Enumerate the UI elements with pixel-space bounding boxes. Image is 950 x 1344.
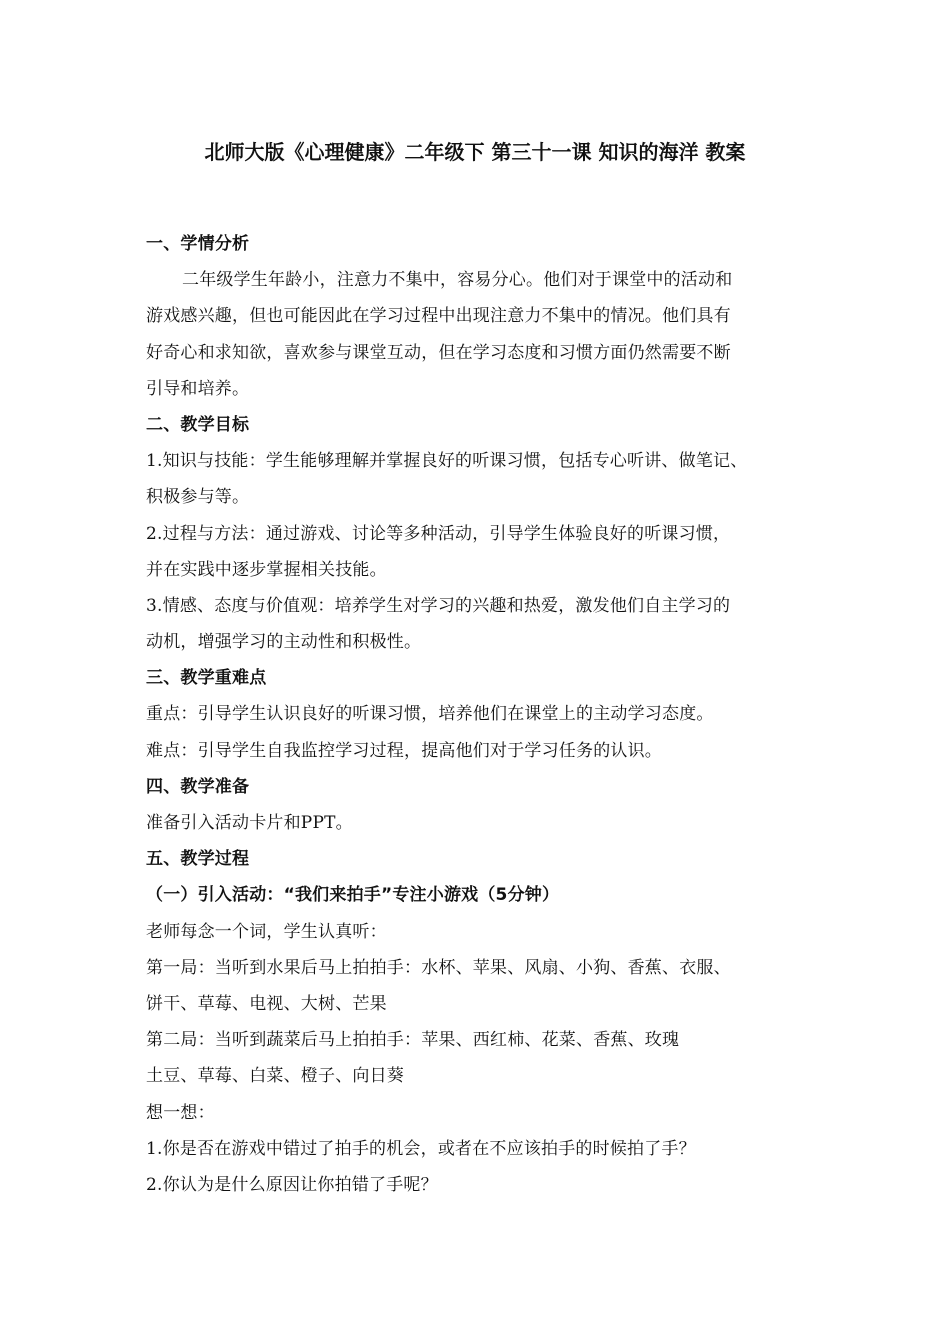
paragraph-line: 积极参与等。	[146, 487, 250, 508]
section-heading-goals: 二、教学目标	[146, 414, 250, 435]
paragraph-line: 第一局：当听到水果后马上拍拍手：水杯、苹果、风扇、小狗、香蕉、衣服、	[146, 957, 731, 978]
paragraph-line: 饼干、草莓、电视、大树、芒果	[146, 993, 387, 1014]
section-heading-process: 五、教学过程	[146, 849, 250, 870]
section-heading-key-points: 三、教学重难点	[146, 668, 267, 689]
paragraph-line: 1.你是否在游戏中错过了拍手的机会，或者在不应该拍手的时候拍了手？	[146, 1138, 696, 1159]
paragraph-line: 2.你认为是什么原因让你拍错了手呢？	[146, 1174, 438, 1195]
paragraph-line: 游戏感兴趣，但也可能因此在学习过程中出现注意力不集中的情况。他们具有	[146, 306, 731, 327]
paragraph-line: 老师每念一个词，学生认真听：	[146, 921, 387, 942]
subsection-heading-activity: （一）引入活动：“我们来拍手”专注小游戏（5分钟）	[146, 885, 560, 906]
paragraph-line: 想一想：	[146, 1102, 215, 1123]
paragraph-line: 第二局：当听到蔬菜后马上拍拍手：苹果、西红柿、花菜、香蕉、玫瑰	[146, 1030, 680, 1051]
paragraph-line: 2.过程与方法：通过游戏、讨论等多种活动，引导学生体验良好的听课习惯，	[146, 523, 731, 544]
document-title: 北师大版《心理健康》二年级下 第三十一课 知识的海洋 教案	[204, 140, 746, 164]
paragraph-line: 好奇心和求知欲，喜欢参与课堂互动，但在学习态度和习惯方面仍然需要不断	[146, 342, 731, 363]
paragraph-line: 引导和培养。	[146, 378, 250, 399]
paragraph-line: 动机，增强学习的主动性和积极性。	[146, 632, 422, 653]
section-heading-analysis: 一、学情分析	[146, 234, 250, 254]
section-heading-preparation: 四、教学准备	[146, 776, 250, 797]
paragraph-line: 准备引入活动卡片和PPT。	[146, 813, 353, 833]
paragraph-line: 重点：引导学生认识良好的听课习惯，培养他们在课堂上的主动学习态度。	[146, 704, 714, 725]
paragraph-line: 1.知识与技能：学生能够理解并掌握良好的听课习惯，包括专心听讲、做笔记、	[146, 451, 748, 472]
paragraph-line: 并在实践中逐步掌握相关技能。	[146, 559, 387, 580]
paragraph-line: 二年级学生年龄小，注意力不集中，容易分心。他们对于课堂中的活动和	[182, 270, 733, 291]
document-body	[146, 226, 816, 1203]
paragraph-line: 土豆、草莓、白菜、橙子、向日葵	[146, 1066, 404, 1087]
paragraph-line: 难点：引导学生自我监控学习过程，提高他们对于学习任务的认识。	[146, 740, 662, 761]
paragraph-line: 3.情感、态度与价值观：培养学生对学习的兴趣和热爱，激发他们自主学习的	[146, 595, 731, 616]
